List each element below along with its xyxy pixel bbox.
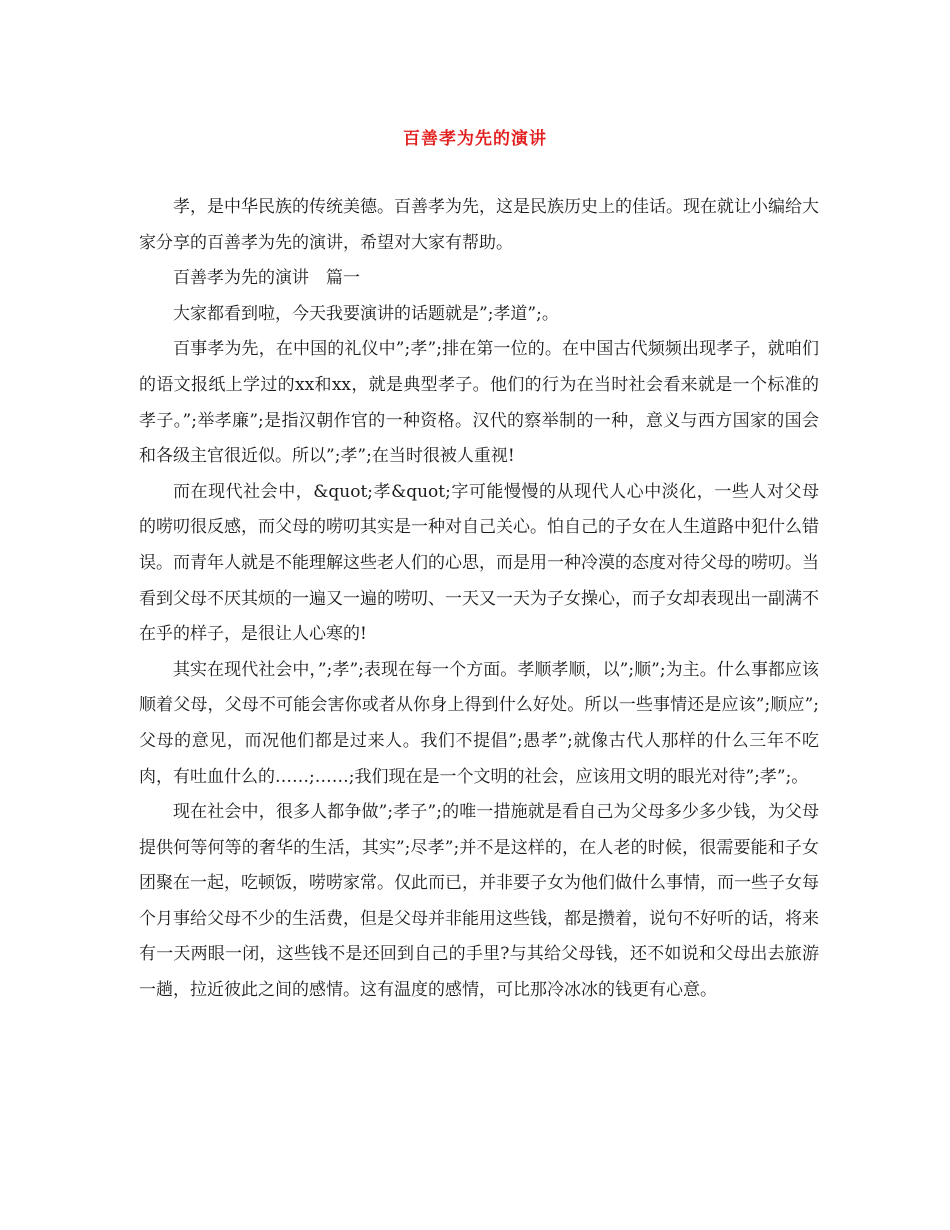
- body-paragraph: 大家都看到啦，今天我要演讲的话题就是”;孝道”;。: [173, 303, 559, 324]
- document-title: 百善孝为先的演讲: [403, 129, 547, 149]
- body-paragraph: 百事孝为先，在中国的礼仪中”;孝”;排在第一位的。在中国古代频频出现孝子，就咱们的语文报纸上学过的xx和xx，就是典型孝子。他们的行为在当时社会看来就是一个标准的孝子。”;举孝廉”;是指汉朝作官的一种资格。汉代的察举制的一种，意义与西方国家的国会和各级主官很近似。所以”;孝”;在当时很被人重视!: [139, 339, 819, 467]
- body-paragraph: 现在社会中，很多人都争做”;孝子”;的唯一措施就是看自己为父母多少多少钱，为父母提供何等何等的奢华的生活，其实”;尽孝”;并不是这样的，在人老的时候，很需要能和子女团聚在一起，吃顿饭，唠唠家常。仅此而已，并非要子女为他们做什么事情，而一些子女每个月事给父母不少的生活费，但是父母并非能用这些钱，都是攒着，说句不好听的话，将来有一天两眼一闭，这些钱不是还回到自己的手里?与其给父母钱，还不如说和父母出去旅游一趟，拉近彼此之间的感情。这有温度的感情，可比那冷冰冰的钱更有心意。: [139, 802, 819, 1001]
- document-body: [139, 190, 819, 1009]
- body-paragraph: 其实在现代社会中，”;孝”;表现在每一个方面。孝顺孝顺，以”;顺”;为主。什么事都应该顺着父母，父母不可能会害你或者从你身上得到什么好处。所以一些事情还是应该”;顺应”;父母的意见，而况他们都是过来人。我们不提倡”;愚孝”;就像古代人那样的什么三年不吃肉，有吐血什么的……;……;我们现在是一个文明的社会，应该用文明的眼光对待”;孝”;。: [139, 659, 819, 787]
- body-paragraph: 而在现代社会中，&quot;孝&quot;字可能慢慢的从现代人心中淡化，一些人对父母的唠叨很反感，而父母的唠叨其实是一种对自己关心。怕自己的子女在人生道路中犯什么错误。而青年人就是不能理解这些老人们的心思，而是用一种冷漠的态度对待父母的唠叨。当看到父母不厌其烦的一遍又一遍的唠叨、一天又一天为子女操心，而子女却表现出一副满不在乎的样子，是很让人心寒的!: [139, 481, 819, 645]
- intro-paragraph: 孝，是中华民族的传统美德。百善孝为先，这是民族历史上的佳话。现在就让小编给大家分享的百善孝为先的演讲，希望对大家有帮助。: [139, 197, 819, 253]
- section-heading: 百善孝为先的演讲 篇一: [173, 268, 360, 289]
